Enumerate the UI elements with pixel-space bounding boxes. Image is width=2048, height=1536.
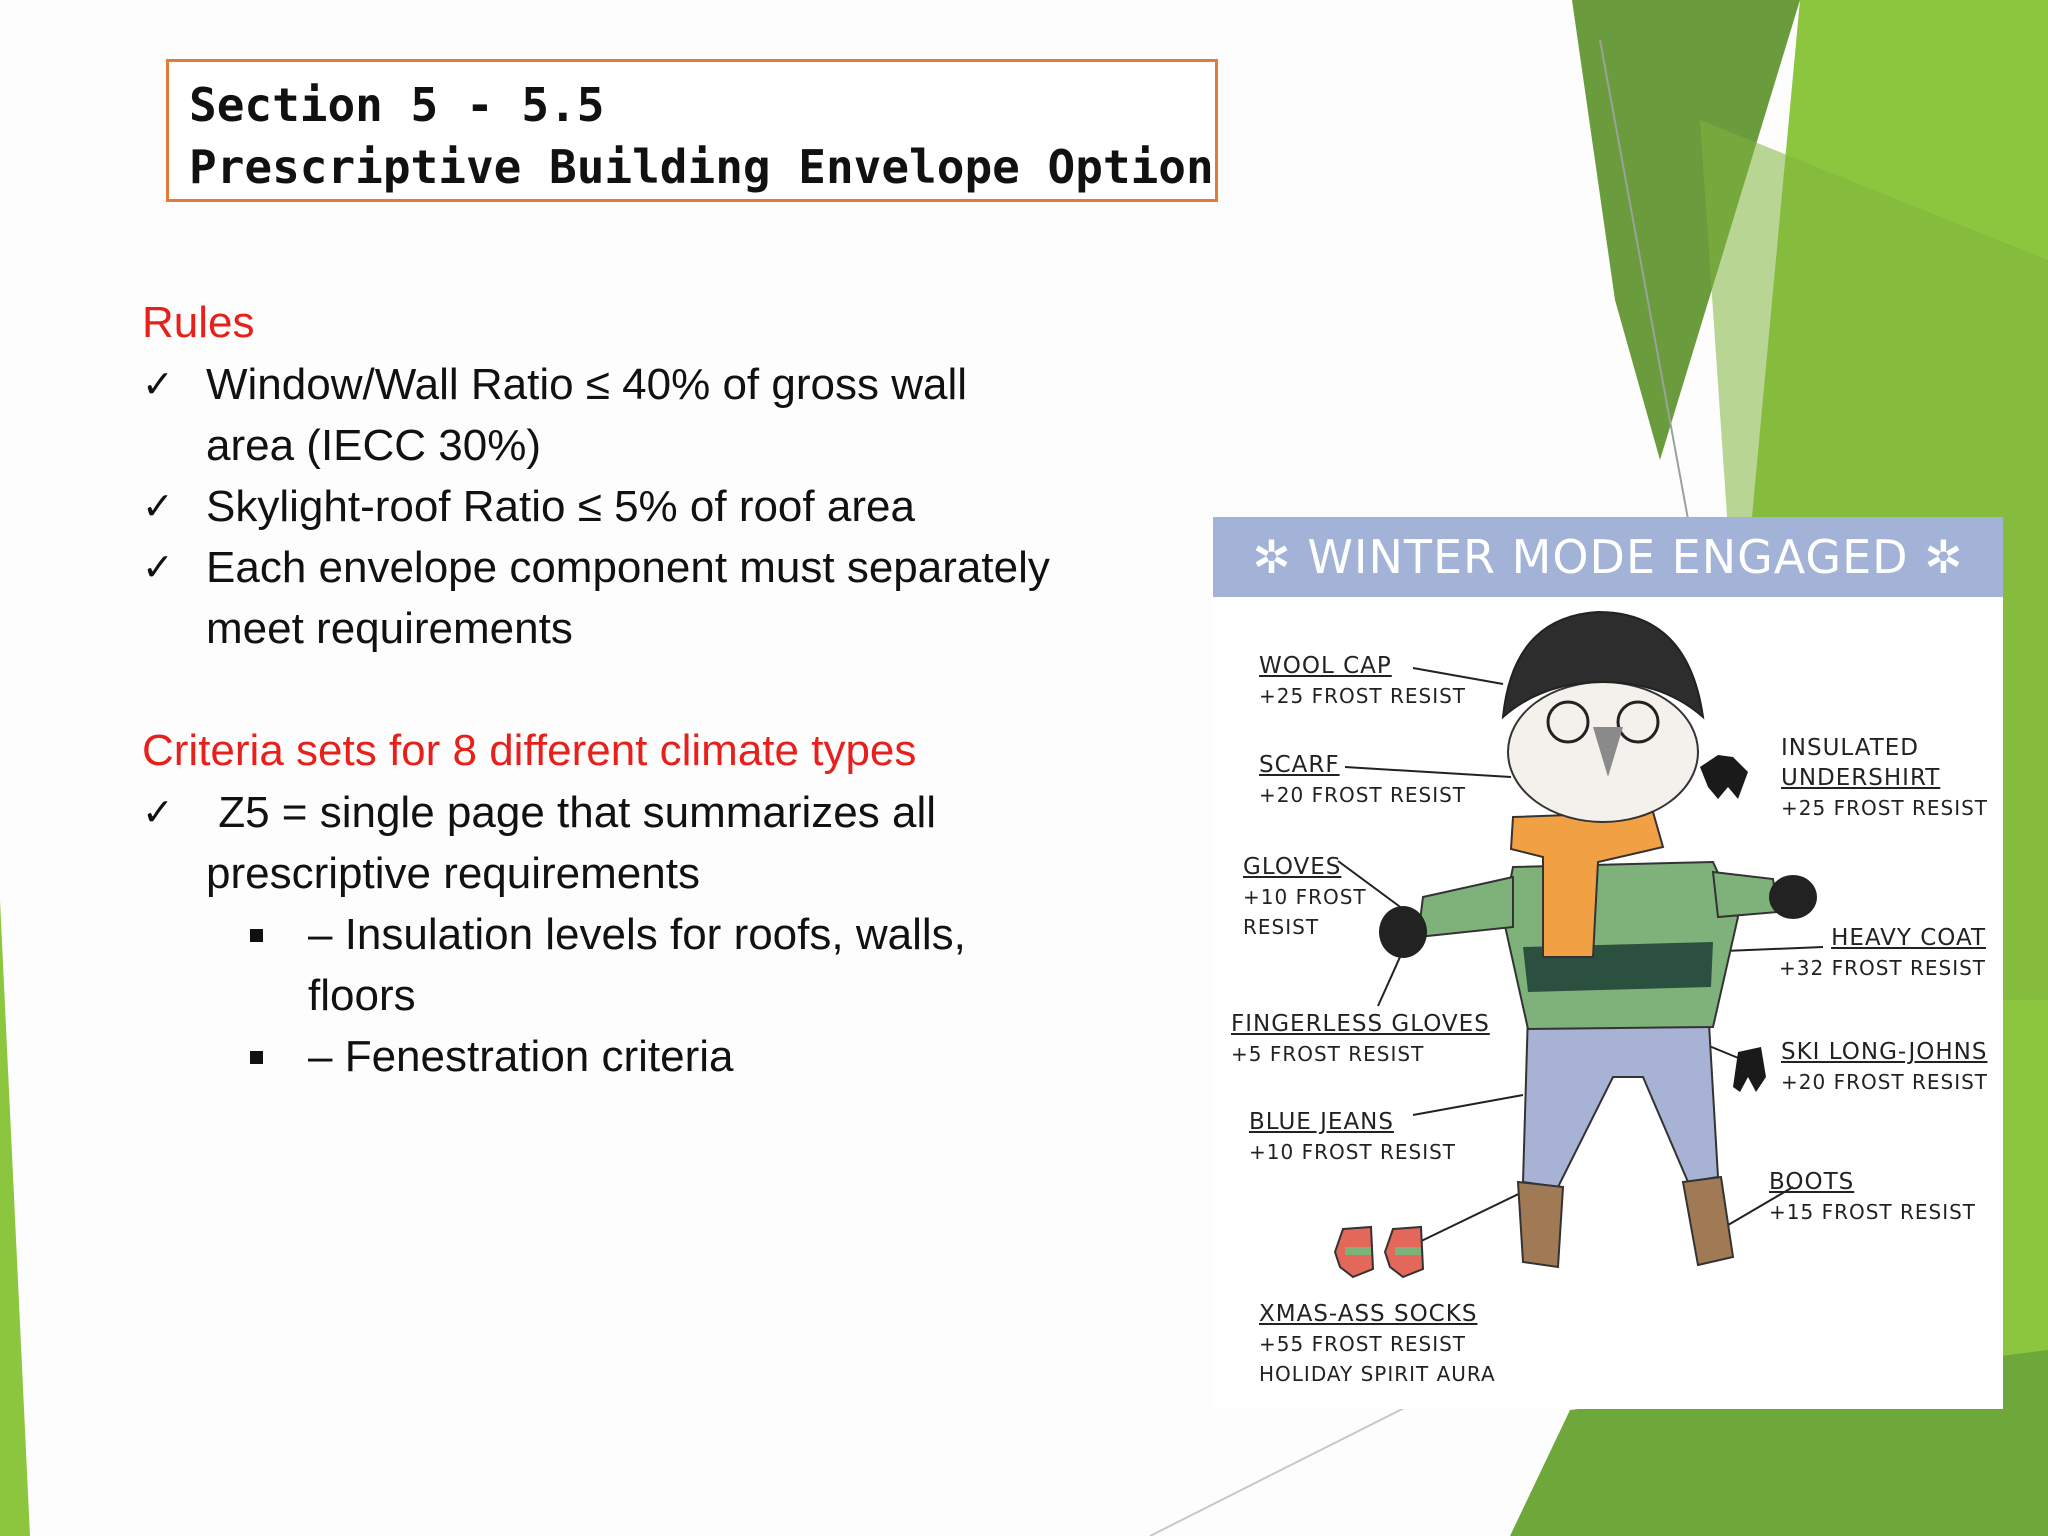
- label-ski-long-johns: SKI LONG-JOHNS +20 FROST RESIST: [1781, 1039, 1989, 1094]
- checkmark-icon: ✓: [142, 545, 174, 589]
- rule-item-envelope: [142, 537, 1142, 659]
- label-blue-jeans: BLUE JEANS +10 FROST RESIST: [1249, 1109, 1457, 1164]
- rules-heading: Rules: [142, 298, 255, 347]
- criteria-item-z5: [142, 782, 1142, 904]
- subitem-text: – Fenestration criteria: [308, 1032, 734, 1081]
- section-subtitle: Prescriptive Building Envelope Option: [189, 140, 1214, 194]
- label-heavy-coat: HEAVY COAT +32 FROST RESIST: [1779, 925, 1987, 980]
- left-arm: [1418, 877, 1513, 937]
- checkmark-icon: ✓: [142, 790, 174, 834]
- rule-item-window-wall: [142, 354, 1142, 476]
- criteria-text-cont: prescriptive requirements: [206, 849, 700, 898]
- label-gloves: GLOVES +10 FROST RESIST: [1243, 854, 1367, 939]
- rule-text-cont: area (IECC 30%): [206, 421, 542, 470]
- square-bullet-icon: [250, 1051, 263, 1064]
- slide-body: [142, 292, 1142, 1087]
- label-xmas-socks: XMAS-ASS SOCKS +55 FROST RESIST HOLIDAY SPIRIT AURA: [1259, 1301, 1496, 1386]
- rule-text-cont: meet requirements: [206, 604, 573, 653]
- long-johns-icon: [1733, 1047, 1766, 1092]
- label-boots: BOOTS +15 FROST RESIST: [1769, 1169, 1977, 1224]
- checkmark-icon: ✓: [142, 362, 174, 406]
- jeans: [1523, 1007, 1718, 1187]
- square-bullet-icon: [250, 929, 263, 942]
- subitem-text-cont: floors: [308, 971, 416, 1020]
- section-title: Section 5 - 5.5: [189, 78, 605, 132]
- checkmark-icon: ✓: [142, 484, 174, 528]
- rule-text: Window/Wall Ratio ≤ 40% of gross wall: [206, 360, 967, 409]
- label-insulated-undershirt: INSULATED UNDERSHIRT +25 FROST RESIST: [1781, 735, 1989, 820]
- left-boot: [1518, 1182, 1563, 1267]
- thin-line-2: [1150, 1400, 1420, 1536]
- criteria-heading: Criteria sets for 8 different climate types: [142, 726, 917, 775]
- label-scarf: SCARF +20 FROST RESIST: [1259, 752, 1467, 807]
- winter-mode-banner: ✲ WINTER MODE ENGAGED ✲: [1213, 517, 2003, 597]
- criteria-text: Z5 = single page that summarizes all: [206, 788, 937, 837]
- label-fingerless-gloves: FINGERLESS GLOVES +5 FROST RESIST: [1231, 1011, 1490, 1066]
- rule-text: Each envelope component must separately: [206, 543, 1050, 592]
- criteria-subitem-insulation: [142, 904, 1142, 1026]
- right-arm: [1713, 872, 1778, 917]
- criteria-subitem-fenestration: [142, 1026, 1142, 1087]
- rule-text: Skylight-roof Ratio ≤ 5% of roof area: [206, 482, 915, 531]
- winter-mode-illustration: [1213, 517, 2003, 1409]
- section-title-box: [166, 59, 1218, 202]
- label-wool-cap: WOOL CAP +25 FROST RESIST: [1259, 653, 1467, 708]
- right-boot: [1683, 1177, 1733, 1265]
- green-shape-left: [0, 900, 30, 1536]
- subitem-text: – Insulation levels for roofs, walls,: [308, 910, 966, 959]
- rule-item-skylight: [142, 476, 1142, 537]
- left-glove: [1379, 906, 1427, 958]
- right-glove: [1769, 875, 1817, 919]
- undershirt-icon: [1700, 755, 1748, 799]
